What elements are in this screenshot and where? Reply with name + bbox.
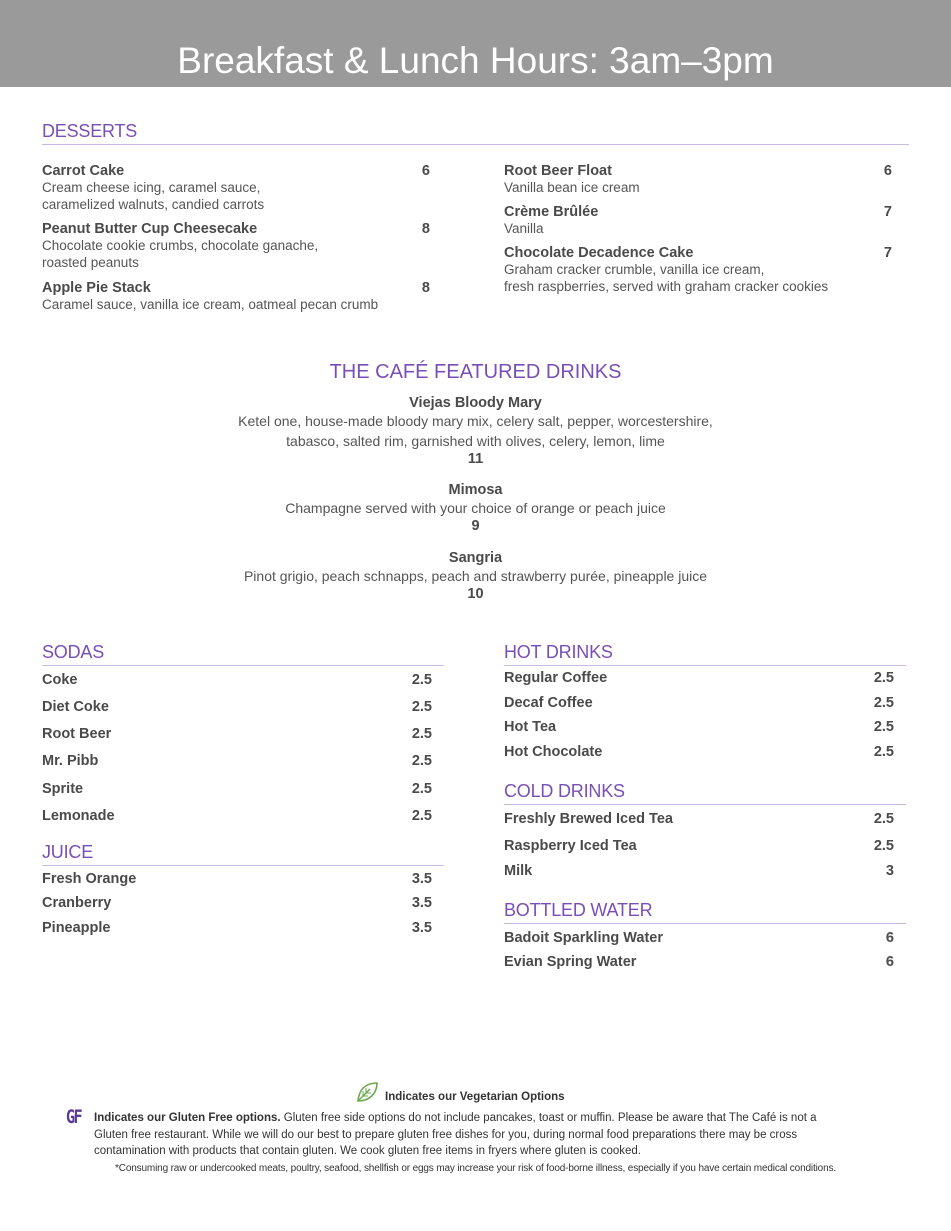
- hot-drinks-heading: HOT DRINKS: [504, 642, 906, 666]
- juice-row: [42, 871, 432, 891]
- dessert-price: 7: [883, 204, 892, 220]
- drink-price: 11: [467, 451, 484, 467]
- juice-price: 3.5: [411, 895, 432, 911]
- drink-name: Mimosa: [448, 482, 503, 498]
- dessert-desc: fresh raspberries, served with graham cracker cookies: [504, 279, 829, 294]
- cold-drink-name: Freshly Brewed Iced Tea: [504, 811, 673, 827]
- dessert-name: Root Beer Float: [504, 163, 612, 179]
- dessert-desc: caramelized walnuts, candied carrots: [42, 197, 265, 212]
- hot-drink-row: [504, 670, 894, 690]
- soda-name: Mr. Pibb: [42, 753, 99, 769]
- dessert-price: 6: [883, 163, 892, 179]
- drink-desc: tabasco, salted rim, garnished with olives, celery, lemon, lime: [286, 433, 665, 449]
- cold-drink-price: 2.5: [873, 811, 894, 827]
- cold-drink-row: [504, 811, 894, 831]
- soda-price: 2.5: [411, 781, 432, 797]
- cold-drink-name: Raspberry Iced Tea: [504, 838, 637, 854]
- soda-price: 2.5: [411, 672, 432, 688]
- hot-drink-price: 2.5: [873, 719, 894, 735]
- gf-note-text: contamination with products that contain gluten. We cook gluten free items in fryers where gluten is cooked.: [94, 1145, 641, 1157]
- cold-drink-price: 3: [885, 863, 894, 879]
- cold-drink-row: [504, 838, 894, 858]
- dessert-name: Crème Brûlée: [504, 204, 599, 220]
- juice-price: 3.5: [411, 920, 432, 936]
- drink-desc: Ketel one, house-made bloody mary mix, celery salt, pepper, worcestershire,: [238, 413, 713, 429]
- hot-drink-price: 2.5: [873, 670, 894, 686]
- hours-banner: [0, 0, 951, 87]
- dessert-item: [504, 245, 864, 295]
- hot-drink-row: [504, 695, 894, 715]
- hot-drink-name: Regular Coffee: [504, 670, 608, 686]
- hot-drink-name: Decaf Coffee: [504, 695, 593, 711]
- soda-name: Lemonade: [42, 808, 115, 824]
- dessert-item: [504, 163, 864, 196]
- dessert-price: 7: [883, 245, 892, 261]
- bottled-water-heading: BOTTLED WATER: [504, 900, 906, 924]
- drink-price: 9: [471, 518, 480, 534]
- dessert-desc: Chocolate cookie crumbs, chocolate ganache,: [42, 238, 319, 253]
- drink-desc: Champagne served with your choice of orange or peach juice: [285, 500, 666, 516]
- hot-drink-name: Hot Tea: [504, 719, 557, 735]
- dessert-desc: roasted peanuts: [42, 255, 139, 270]
- cold-drink-row: [504, 863, 894, 883]
- dessert-desc: Vanilla: [504, 221, 544, 236]
- soda-row: [42, 753, 432, 773]
- water-row: [504, 930, 894, 950]
- dessert-item: [42, 221, 422, 271]
- dessert-desc: Cream cheese icing, caramel sauce,: [42, 180, 261, 195]
- dessert-item: [504, 204, 864, 237]
- juice-name: Pineapple: [42, 920, 111, 936]
- juice-price: 3.5: [411, 871, 432, 887]
- soda-price: 2.5: [411, 808, 432, 824]
- dessert-price: 6: [421, 163, 430, 179]
- soda-row: [42, 726, 432, 746]
- featured-heading: THE CAFÉ FEATURED DRINKS: [329, 361, 622, 383]
- juice-row: [42, 895, 432, 915]
- dessert-desc: Caramel sauce, vanilla ice cream, oatmeal pecan crumb: [42, 297, 379, 312]
- soda-name: Sprite: [42, 781, 84, 797]
- water-name: Badoit Sparkling Water: [504, 930, 663, 946]
- dessert-name: Peanut Butter Cup Cheesecake: [42, 221, 258, 237]
- dessert-name: Chocolate Decadence Cake: [504, 245, 694, 261]
- dessert-desc: Vanilla bean ice cream: [504, 180, 640, 195]
- drink-price: 10: [467, 586, 484, 602]
- juice-row: [42, 920, 432, 940]
- water-price: 6: [885, 930, 894, 946]
- soda-row: [42, 672, 432, 692]
- drink-name: Viejas Bloody Mary: [409, 395, 542, 411]
- soda-name: Diet Coke: [42, 699, 109, 715]
- juice-name: Cranberry: [42, 895, 112, 911]
- soda-price: 2.5: [411, 699, 432, 715]
- drink-name: Sangria: [448, 550, 503, 566]
- soda-row: [42, 808, 432, 828]
- gf-note-text: Gluten free restaurant. While we will do our best to prepare gluten free dishes for you, during normal food preparations there may be cross: [94, 1128, 798, 1141]
- hot-drink-name: Hot Chocolate: [504, 744, 603, 760]
- dessert-name: Apple Pie Stack: [42, 280, 151, 296]
- soda-row: [42, 781, 432, 801]
- soda-name: Coke: [42, 672, 78, 688]
- soda-row: [42, 699, 432, 719]
- hot-drink-price: 2.5: [873, 695, 894, 711]
- dessert-price: 8: [421, 280, 430, 296]
- water-name: Evian Spring Water: [504, 954, 637, 970]
- hours-title: Breakfast & Lunch Hours: 3am–3pm: [177, 40, 774, 81]
- gluten-free-note: [94, 1110, 864, 1160]
- cold-drink-name: Milk: [504, 863, 533, 879]
- gluten-free-icon: GF: [66, 1106, 82, 1128]
- water-row: [504, 954, 894, 974]
- hot-drink-row: [504, 744, 894, 764]
- food-safety-disclaimer: *Consuming raw or undercooked meats, poultry, seafood, shellfish or eggs may increase your risk of food-borne illness, especially if you have certain medical conditions.: [115, 1163, 836, 1174]
- soda-price: 2.5: [411, 753, 432, 769]
- hot-drink-row: [504, 719, 894, 739]
- dessert-item: [42, 163, 422, 213]
- soda-name: Root Beer: [42, 726, 112, 742]
- cold-drinks-heading: COLD DRINKS: [504, 781, 906, 805]
- hot-drink-price: 2.5: [873, 744, 894, 760]
- featured-drink: [0, 550, 951, 602]
- juice-name: Fresh Orange: [42, 871, 137, 887]
- desserts-heading: DESSERTS: [42, 121, 909, 145]
- soda-price: 2.5: [411, 726, 432, 742]
- drink-desc: Pinot grigio, peach schnapps, peach and strawberry purée, pineapple juice: [243, 568, 708, 584]
- dessert-desc: Graham cracker crumble, vanilla ice cream,: [504, 262, 765, 277]
- leaf-icon: [355, 1080, 379, 1104]
- vegetarian-note: Indicates our Vegetarian Options: [385, 1091, 565, 1103]
- dessert-item: [42, 280, 442, 313]
- cold-drink-price: 2.5: [873, 838, 894, 854]
- gf-note-text: Gluten free side options do not include pancakes, toast or muffin. Please be aware that The Café is not a: [280, 1112, 817, 1124]
- dessert-name: Carrot Cake: [42, 163, 125, 179]
- featured-drink: [0, 395, 951, 467]
- juice-heading: JUICE: [42, 842, 444, 866]
- sodas-heading: SODAS: [42, 642, 444, 666]
- featured-drink: [0, 482, 951, 534]
- dessert-price: 8: [421, 221, 430, 237]
- gf-note-bold: Indicates our Gluten Free options.: [94, 1112, 281, 1124]
- water-price: 6: [885, 954, 894, 970]
